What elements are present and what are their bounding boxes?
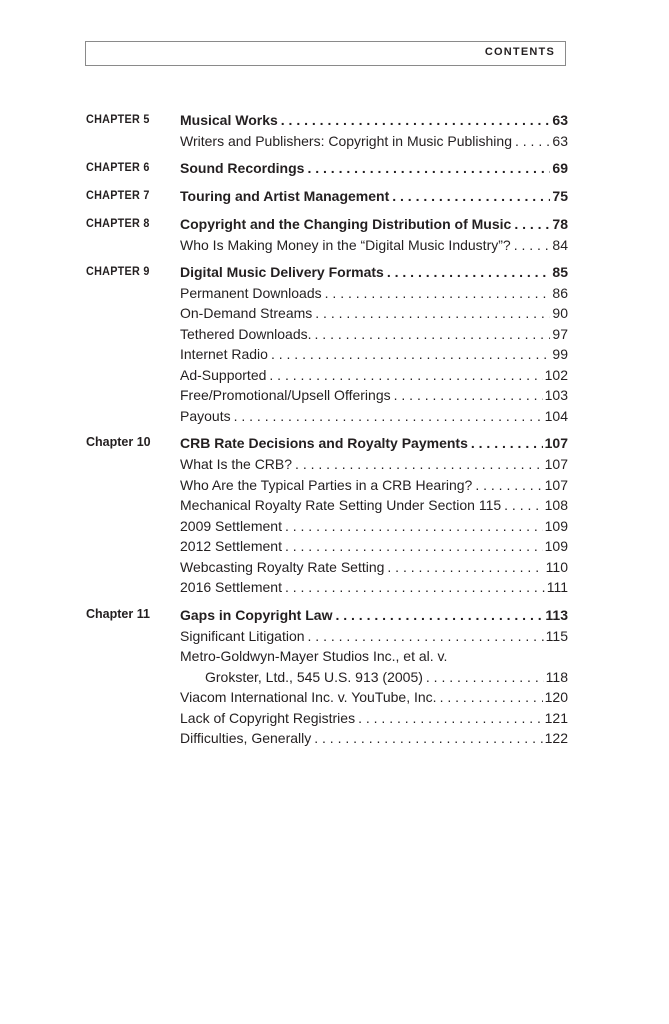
dot-leader [314,729,542,747]
chapter-entry[interactable] [180,111,568,129]
section-entry[interactable] [205,668,568,686]
section-title: What Is the CRB? [180,456,293,472]
section-title: 2012 Settlement [180,538,282,554]
section-entry[interactable] [180,627,568,645]
dot-leader [315,325,551,343]
dot-leader [514,236,551,254]
dot-leader [387,263,551,281]
section-entry[interactable] [180,688,568,706]
chapter-entry[interactable] [180,215,568,233]
dot-leader [426,668,544,686]
dot-leader [307,159,550,177]
chapter-label: CHAPTER 5 [86,112,150,126]
section-title: Difficulties, Generally [180,730,312,746]
section-title: Mechanical Royalty Rate Setting Under Section 115 [180,497,502,513]
section-entry[interactable] [180,386,568,404]
dot-leader [285,537,543,555]
section-entry[interactable] [180,558,568,576]
section-title: Webcasting Royalty Rate Setting [180,559,385,575]
page-number: 111 [546,579,568,595]
section-title: Lack of Copyright Registries [180,710,356,726]
section-title: Writers and Publishers: Copyright in Music Publishing [180,133,512,149]
page-number: 78 [552,216,568,232]
page-number: 108 [544,497,568,513]
dot-leader [285,578,545,596]
dot-leader [281,111,551,129]
page-number: 84 [552,237,568,253]
chapter-label: Chapter 11 [86,607,150,621]
page-number: 107 [544,456,568,472]
page-number: 115 [545,628,568,644]
section-entry[interactable] [180,709,568,727]
section-entry[interactable] [180,284,568,302]
page-number: 113 [545,607,568,623]
section-title: 2009 Settlement [180,518,282,534]
page-number: 107 [544,477,568,493]
page-number: 63 [552,133,568,149]
page-number: 90 [552,305,568,321]
chapter-title: Musical Works [180,112,278,128]
section-title: 2016 Settlement [180,579,282,595]
dot-leader [514,215,550,233]
section-entry[interactable] [180,345,568,363]
page-number: 102 [544,367,568,383]
page-number: 86 [552,285,568,301]
section-entry[interactable] [180,729,568,747]
section-title: Who Are the Typical Parties in a CRB Hearing? [180,477,473,493]
page-number: 110 [545,559,568,575]
section-entry[interactable] [180,455,568,473]
section-entry[interactable] [180,325,568,343]
running-header [85,41,566,66]
page-number: 107 [544,435,568,451]
page-number: 120 [544,689,568,705]
dot-leader [387,558,543,576]
page-number: 104 [544,408,568,424]
chapter-title: CRB Rate Decisions and Royalty Payments [180,435,468,451]
chapter-title: Sound Recordings [180,160,305,176]
page-number: 121 [544,710,568,726]
page-number: 75 [552,188,568,204]
chapter-entry[interactable] [180,159,568,177]
section-entry[interactable] [180,476,568,494]
section-title: On-Demand Streams [180,305,313,321]
chapter-entry[interactable] [180,263,568,281]
section-title: Payouts [180,408,231,424]
running-header-title: CONTENTS [484,46,555,58]
chapter-title: Copyright and the Changing Distribution of Music [180,216,512,232]
dot-leader [315,304,550,322]
dot-leader [269,366,542,384]
section-title: Significant Litigation [180,628,305,644]
chapter-entry[interactable] [180,187,568,205]
chapter-label: CHAPTER 9 [86,264,150,278]
section-title: Permanent Downloads [180,285,322,301]
dot-leader [440,688,543,706]
page-number: 69 [552,160,568,176]
page-number: 103 [544,387,568,403]
section-entry[interactable] [180,366,568,384]
page-number: 99 [552,346,568,362]
dot-leader [325,284,551,302]
dot-leader [285,517,543,535]
section-entry[interactable] [180,407,568,425]
dot-leader [234,407,543,425]
page-number: 85 [552,264,568,280]
chapter-label: Chapter 10 [86,435,151,449]
page-number: 118 [545,669,568,685]
section-title: Viacom International Inc. v. YouTube, Inc. [180,689,437,705]
section-entry[interactable] [180,304,568,322]
section-entry[interactable] [180,236,568,254]
page-number: 109 [544,538,568,554]
dot-leader [392,187,550,205]
chapter-label: CHAPTER 6 [86,160,150,174]
dot-leader [295,455,543,473]
page-number: 122 [544,730,568,746]
dot-leader [515,132,550,150]
section-title: Internet Radio [180,346,268,362]
section-entry[interactable] [180,537,568,555]
page-number: 97 [552,326,568,342]
dot-leader [504,496,543,514]
chapter-entry[interactable] [180,606,568,624]
page-number: 109 [544,518,568,534]
chapter-title: Touring and Artist Management [180,188,390,204]
section-entry[interactable] [180,132,568,150]
dot-leader [271,345,550,363]
chapter-entry[interactable] [180,434,568,452]
chapter-label: CHAPTER 7 [86,188,150,202]
chapter-label: CHAPTER 8 [86,216,150,230]
section-title-continuation: Grokster, Ltd., 545 U.S. 913 (2005) [205,669,423,685]
chapter-title: Digital Music Delivery Formats [180,264,384,280]
dot-leader [475,476,542,494]
section-title: Who Is Making Money in the “Digital Music Industry”? [180,237,511,253]
dot-leader [471,434,543,452]
section-entry[interactable] [180,578,568,596]
dot-leader [358,709,543,727]
dot-leader [394,386,543,404]
section-title[interactable]: Metro-Goldwyn-Mayer Studios Inc., et al. v. [180,648,448,664]
dot-leader [308,627,544,645]
section-entry[interactable] [180,496,568,514]
dot-leader [335,606,543,624]
section-title: Free/Promotional/Upsell Offerings [180,387,391,403]
section-title: Ad-Supported [180,367,267,383]
section-title: Tethered Downloads. [180,326,312,342]
page-number: 63 [552,112,568,128]
section-entry[interactable] [180,517,568,535]
chapter-title: Gaps in Copyright Law [180,607,333,623]
